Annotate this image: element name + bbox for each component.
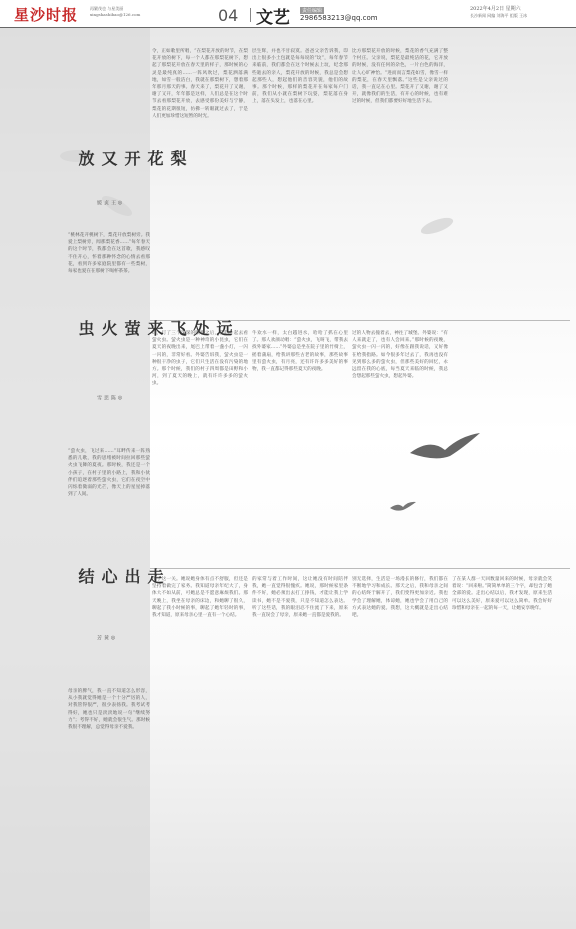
header-divider	[250, 8, 251, 22]
newspaper-logo: 星沙时报	[14, 6, 79, 24]
editor-label: 责任编辑	[302, 8, 323, 14]
article-column: 令，正如歌里所唱，“在梨花开放的时节，在梨花开放的树下，每一个人都在那梨花树下，想起了那梨花开放在春天里的样子，那时候的心灵是最纯真的……一阵风吹过，梨花洒落满地，如雪一般洁白，我就在那梨树下，想着那年那月那天的事。春天来了，梨花开了又谢，谢了又开，年年都是这样，人们总是在这个时节去看那梨花开放，去感受那份美好与宁静，梨花的花期很短，仿佛一转眼就过去了，于是人们更加珍惜这短暂的时光。	[152, 49, 248, 119]
article-author: ◎王贞媛	[96, 200, 123, 206]
masthead	[0, 0, 576, 28]
article-column: 层生辉，并也不甘寂寞。爸爸父亲告诉我，印出上很多小土包就是每每说的“坟”，每年春节来临前，我们都会在这个时候去上坟，纪念那些逝去的亲人，梨花开放的时候，我总是会想起那些人，想起他们的音容笑貌，他们的故事。那个时候，那样的梨花开在每家每户门前，我们从小就在梨树下玩耍，梨花落在身上，落在头发上，也落在心里。	[252, 49, 348, 105]
issue-date: 2022年4月2日 星期六	[470, 6, 521, 12]
article-column: 了在某人群一天回数量回来的时候，母亲就会笑着说：“回来啦。”简简单单的三个字，却包含了她全部的爱。走出心结以后，我才发现，原来生活可以这么美好，原来爱可以这么简单。我会好好珍惜和母亲在一起的每一天，让她安享晚年。	[452, 577, 552, 611]
article-author: ◎陈思雪	[96, 395, 123, 401]
article-column: 母亲的脾气，我一直不知道怎么形容，从小我就觉得她是一个十分严厉的人，对我管得很严，很少表扬我。我考试考得好，她也只是淡淡地说一句“继续努力”；考得不好，她就会很生气。那时候我很不理解，总觉得母亲不爱我。	[68, 689, 150, 731]
article-column: 牛欢水一样，太白越进水，哈哈了抓在心里了。那人欢颜动唱：“萤火虫，飞呀飞，带我去找外婆家……”外婆总是坐在院子里的竹椅上，摇着蒲扇，给我讲那些古老的故事，那些故事里有萤火虫，有月亮，还有许许多多美好的事物，我一直都记得那些夏天的夜晚。	[252, 331, 348, 373]
article-column: “萤火虫，飞过来……”耳畔传来一阵熟悉的儿歌，我的思绪被时间拉回那些萤火虫飞舞的夏夜。那时候，我还是一个小孩子，在村子里的小路上，我和小伙伴们追逐着那些萤火虫，它们在夜空中闪烁着微弱的光芒，像天上的星星掉落到了人间。	[68, 449, 150, 498]
article-column: 过的人物去撞着去，神往了城堡。外婆说：“有人来就走了，也有人会回来。”那时候的夜晚，萤火虫一闪一闪的，好像在跟我说话，又好像在给我指路。如今很多年过去了，我再也没有见到那么多的萤火虫，但那些美好的回忆，永远留在我的心底，每当夏天来临的时候，我总会想起那些萤火虫，想起外婆。	[352, 331, 448, 380]
article-column: 别无选择，生活是一场漫长的修行，我们都在不断地学习和成长。那天之后，我和母亲之间的心结终于解开了，我们变得更加亲近。我也学会了理解她，体谅她，她也学会了用自己的方式表达她的爱。我想，这大概就是走出心结吧。	[352, 577, 448, 619]
contact-email: 2986583213@qq.com	[300, 14, 378, 22]
article-author: ◎黄芳	[96, 635, 116, 641]
page-number: 04	[218, 6, 239, 25]
article-column: 比方那梨花开放的时候，梨花的香气充满了整个村庄。父亲说，梨花是最纯洁的花，它开放的时候，没有任何的杂色，一片白色的海洋，让人心旷神怡。“进而而言梨花如雪，像雪一样的梨花，在春天里飘落。”这些是父亲说过的话，我一直记在心里。梨花开了又谢，谢了又开，就像我们的生活，有开心的时候，也有难过的时候，但我们都要好好地生活下去。	[352, 49, 448, 105]
article-title: 梨花开又放	[76, 150, 187, 169]
section-divider	[150, 568, 570, 569]
article-column: 不了这一关。她说她身体有点不舒服，但还是坚持着做完了家务。我知道母亲年纪大了，身体大不如从前，可她总是不愿意麻烦我们。那天晚上，我坐在母亲的床边，和她聊了很久，聊起了我小时候的事，聊起了她年轻时的事，我才知道，原来母亲心里一直有一个心结。	[152, 577, 248, 619]
section-title: 文艺	[256, 8, 290, 28]
editor-credits: 长沙新闻 网编 刘海平 组版 王冰	[470, 13, 528, 18]
masthead-subtitle: 再繁茂也 与星美丽 xingshashibao@126.com	[90, 6, 141, 17]
swallow-illustration	[388, 500, 418, 514]
article-title: 走出心结	[76, 568, 164, 587]
article-column: 的家常与着工作时间，这让她没有时间陪伴我，她一直觉得很愧疚。她说，那时候家里条件不好，她必须出去打工挣钱，才能让我上学读书，她不是不爱我，只是不知道怎么表达。听了这些话，我的眼泪忍不住流了下来，原来我一直误会了母亲，原来她一直都是爱我的。	[252, 577, 348, 619]
article-column: “桃林花开桃树下，梨花开放梨树旁。我爱上梨树旁，闻那梨花香……”每年春天的这个时节，我都会在这首歌，我感叹不住开心，怀着那种怀念的心情去看那花，看到许多家庭院里都有一些梨树，每家也爱在在那树下喝杯茶茶。	[68, 233, 150, 275]
article-column: 绿，打了三个深深的喷嚏之后，我们一起去看萤火虫。萤火虫是一种神奇的小昆虫，它们在夏天的夜晚出来，尾巴上带着一盏小灯，一闪一闪的，非常好看。外婆告诉我，萤火虫是一种很干净的虫子，它们只生活在没有污染的地方。那个时候，我们的村子四周都是田野和小河，到了夏天的晚上，就有许许多多的萤火虫。	[152, 331, 248, 387]
article-title: 远处飞来萤火虫	[76, 320, 233, 339]
